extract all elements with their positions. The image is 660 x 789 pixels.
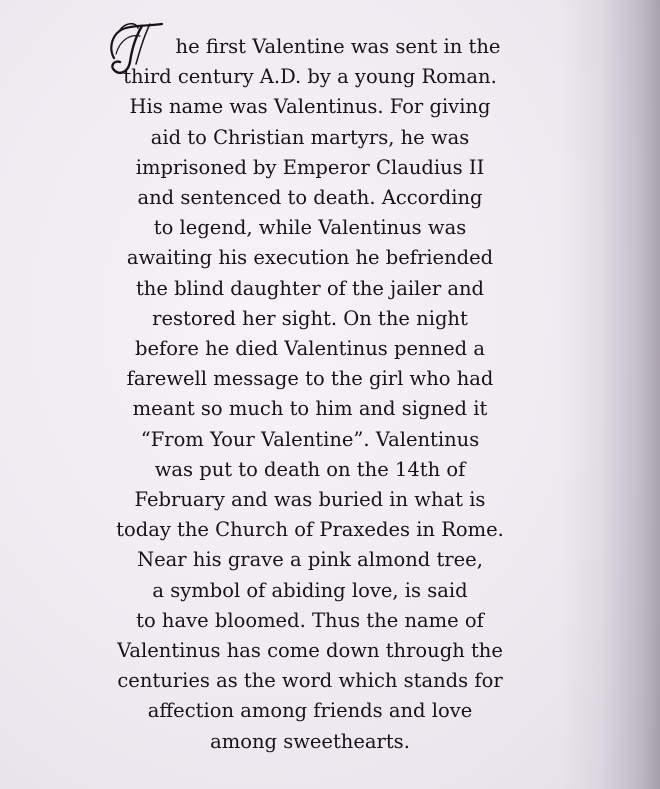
paragraph-line-5: imprisoned by Emperor Claudius II xyxy=(135,155,485,179)
paragraph-line-16: February and was buried in what is xyxy=(134,488,486,512)
paragraph-line-13: meant so much to him and signed it xyxy=(132,397,488,421)
paragraph-line-4: aid to Christian martyrs, he was xyxy=(150,125,470,149)
paragraph-line-12: farewell message to the girl who had xyxy=(126,367,494,391)
paragraph-line-7: to legend, while Valentinus was xyxy=(153,216,467,240)
paragraph-line-2: third century A.D. by a young Roman. xyxy=(123,65,497,89)
paragraph-line-3: His name was Valentinus. For giving xyxy=(129,95,491,119)
paragraph-line-23: affection among friends and love xyxy=(147,699,473,723)
paragraph-line-14: “From Your Valentine”. Valentinus xyxy=(140,427,480,451)
paragraph-line-19: a symbol of abiding love, is said xyxy=(152,578,468,602)
paragraph-line-6: and sentenced to death. According xyxy=(137,186,483,210)
valentine-history-paragraph xyxy=(90,26,530,757)
drop-cap-t-icon xyxy=(106,18,168,80)
paragraph-line-17: today the Church of Praxedes in Rome. xyxy=(116,518,504,542)
paragraph-line-21: Valentinus has come down through the xyxy=(117,639,503,663)
paragraph-line-24: among sweethearts. xyxy=(210,729,410,753)
paragraph-line-1: he first Valentine was sent in the xyxy=(90,32,530,62)
paragraph-line-22: centuries as the word which stands for xyxy=(117,669,503,693)
paragraph-line-9: the blind daughter of the jailer and xyxy=(135,276,485,300)
paragraph-line-20: to have bloomed. Thus the name of xyxy=(136,608,484,632)
paragraph-line-11: before he died Valentinus penned a xyxy=(135,337,485,361)
paragraph-line-10: restored her sight. On the night xyxy=(152,306,468,330)
paragraph-line-15: was put to death on the 14th of xyxy=(154,457,466,481)
paragraph-line-18: Near his grave a pink almond tree, xyxy=(137,548,483,572)
paragraph-line-8: awaiting his execution he befriended xyxy=(126,246,494,270)
